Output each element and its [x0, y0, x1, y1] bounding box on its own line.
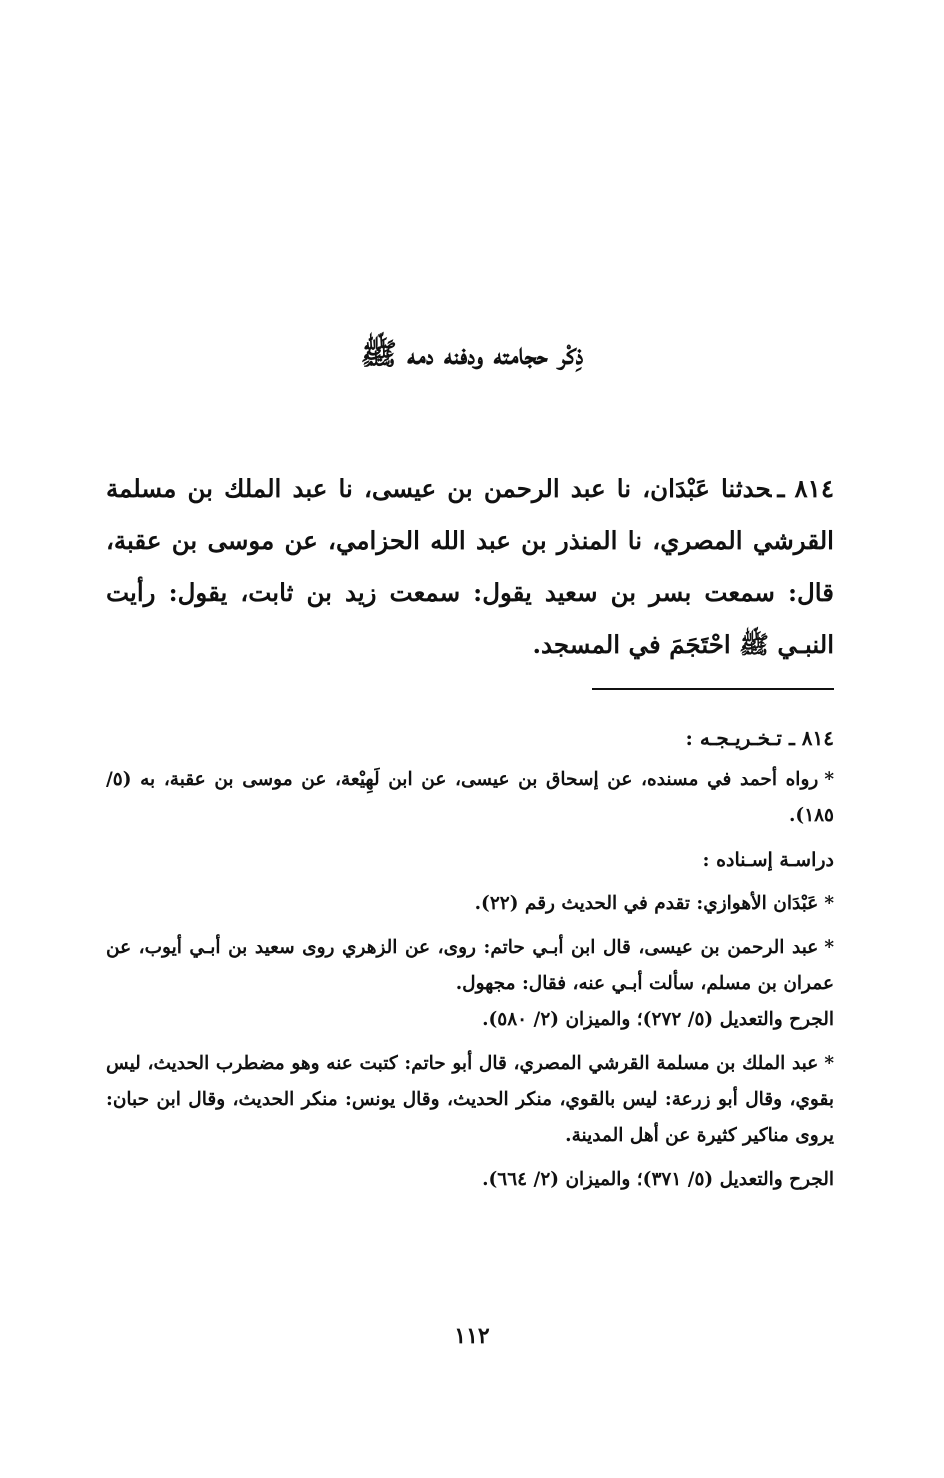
reference-line: الجرح والتعديل (٥/ ٢٧٢)؛ والميزان (٢/ ٥٨٠).: [482, 1009, 834, 1030]
footnote-number: ٨١٤: [801, 726, 834, 750]
footnote-dash: ـ: [788, 726, 795, 750]
takhrij-text: [106, 762, 834, 834]
bullet-star-icon: *: [824, 937, 834, 958]
page-number: ١١٢: [454, 1323, 490, 1349]
narrator-item-abdulrahman: [106, 930, 834, 1002]
narrator-note: عبد الملك بن مسلمة القرشي المصري، قال أبو حاتم: كتبت عنه وهو مضطرب الحديث، ليس بقوي، وقال أبو زرعة: ليس بالقوي، منكر الحديث، وقال يونس: منكر الحديث، وقال ابن حبان: يروى مناكير كثيرة عن أهل المدينة.: [106, 1053, 834, 1146]
narrator-note: عَبْدَان الأهوازي: تقدم في الحديث رقم (٢٢).: [474, 893, 819, 914]
narrator-item-abdan: [106, 886, 834, 922]
takhrij-label: تـخـريـجـه :: [685, 726, 782, 750]
bullet-star-icon: *: [824, 893, 834, 914]
bullet-star-icon: *: [824, 769, 834, 790]
bullet-star-icon: *: [824, 1053, 834, 1074]
reference-line: الجرح والتعديل (٥/ ٣٧١)؛ والميزان (٢/ ٦٦٤).: [482, 1169, 834, 1190]
takhrij-heading: [106, 720, 834, 756]
hadith-paragraph: [106, 463, 834, 671]
narrator-item-abdulmalik: [106, 1046, 834, 1154]
takhrij-body: رواه أحمد في مسنده، عن إسحاق بن عيسى، عن ابن لَهِيْعة، عن موسى بن عقبة، به (٥/ ١٨٥).: [106, 769, 834, 826]
footnotes-section: [106, 720, 834, 1206]
hadith-text: حدثنا عَبْدَان، نا عبد الرحمن بن عيسى، نا عبد الملك بن مسلمة القرشي المصري، نا المنذر بن عبد الله الحزامي، عن موسى بن عقبة، قال: سمعت بسر بن سعيد يقول: سمعت زيد بن ثابت، يقول: رأيت النبـي ﷺ احْتَجَمَ في المسجد.: [106, 474, 834, 659]
hadith-dash: ـ: [777, 474, 785, 503]
chapter-title: ذِكْر حجامته ودفنه دمه ﷺ: [360, 337, 584, 372]
hadith-number: ٨١٤: [794, 474, 834, 503]
dirasa-heading: دراسـة إسـناده :: [702, 849, 834, 871]
narrator-note: عبد الرحمن بن عيسى، قال ابن أبـي حاتم: روى، عن الزهري روى سعيد بن أبـي أيوب، عن عمران بن مسلم، سألت أبـي عنه، فقال: مجهول.: [106, 937, 834, 994]
footnote-divider: [592, 688, 834, 690]
